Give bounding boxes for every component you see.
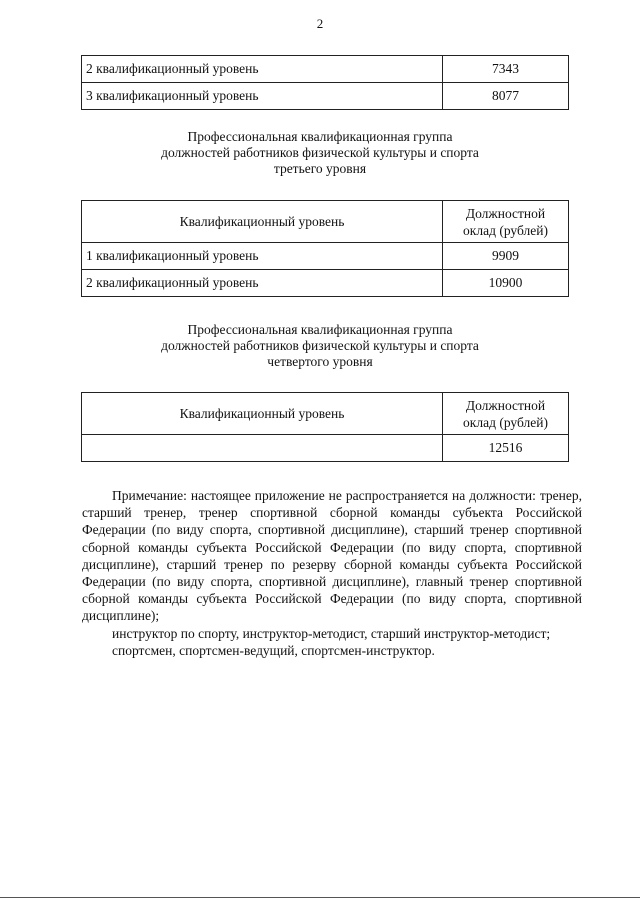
qualification-level-cell: 1 квалификационный уровень bbox=[82, 243, 443, 270]
group-title-line: четвертого уровня bbox=[267, 354, 373, 369]
header-salary bbox=[443, 393, 569, 435]
group-title-line: должностей работников физической культуры и спорта bbox=[161, 338, 479, 353]
qualification-level-cell: 2 квалификационный уровень bbox=[82, 270, 443, 297]
bottom-rule bbox=[0, 897, 640, 898]
salary-cell: 7343 bbox=[443, 56, 569, 83]
table-row bbox=[82, 243, 569, 270]
group-title-fourth-level bbox=[0, 322, 640, 370]
qualification-level-cell: 2 квалификационный уровень bbox=[82, 56, 443, 83]
qualification-level-cell bbox=[82, 435, 443, 462]
header-qualification-level: Квалификационный уровень bbox=[82, 393, 443, 435]
header-qualification-level: Квалификационный уровень bbox=[82, 201, 443, 243]
page-number: 2 bbox=[316, 16, 324, 31]
table-header-row bbox=[82, 201, 569, 243]
table-row bbox=[82, 270, 569, 297]
header-salary-line: Должностной bbox=[465, 205, 546, 221]
table-row bbox=[82, 435, 569, 462]
group-title-line: должностей работников физической культуры и спорта bbox=[161, 145, 479, 160]
table-header-row bbox=[82, 393, 569, 435]
salary-table-fourth-level bbox=[81, 392, 569, 462]
note-paragraph: спортсмен, спортсмен-ведущий, спортсмен-инструктор. bbox=[112, 642, 435, 658]
header-salary bbox=[443, 201, 569, 243]
header-salary-line: оклад (рублей) bbox=[463, 222, 548, 238]
note-block bbox=[82, 487, 582, 659]
table-row bbox=[82, 83, 569, 110]
group-title-line: Профессиональная квалификационная группа bbox=[187, 129, 453, 144]
note-paragraph: Примечание: настоящее приложение не распространяется на должности: тренер, старший тренер, тренер спортивной сборной команды субъекта Российской Федерации (по виду спорта, спортивной дисциплине), старший тренер спортивной сборной команды субъекта Российской Федерации (по виду спорта, спортивной дисциплине), старший тренер по резерву сборной команды субъекта Российской Федерации (по виду спорта, спортивной дисциплине), главный тренер спортивной сборной команды субъекта Российской Федерации (по виду спорта, спортивной дисциплине); bbox=[82, 488, 582, 624]
salary-cell: 9909 bbox=[443, 243, 569, 270]
header-salary-line: Должностной bbox=[465, 397, 546, 413]
salary-cell: 10900 bbox=[443, 270, 569, 297]
salary-table-third-level bbox=[81, 200, 569, 297]
salary-cell: 8077 bbox=[443, 83, 569, 110]
salary-cell: 12516 bbox=[443, 435, 569, 462]
qualification-level-cell: 3 квалификационный уровень bbox=[82, 83, 443, 110]
salary-table-continued bbox=[81, 55, 569, 110]
group-title-line: третьего уровня bbox=[273, 161, 367, 176]
group-title-line: Профессиональная квалификационная группа bbox=[187, 322, 453, 337]
table-row bbox=[82, 56, 569, 83]
header-salary-line: оклад (рублей) bbox=[463, 414, 548, 430]
note-paragraph: инструктор по спорту, инструктор-методист, старший инструктор-методист; bbox=[112, 625, 551, 641]
group-title-third-level bbox=[0, 129, 640, 177]
